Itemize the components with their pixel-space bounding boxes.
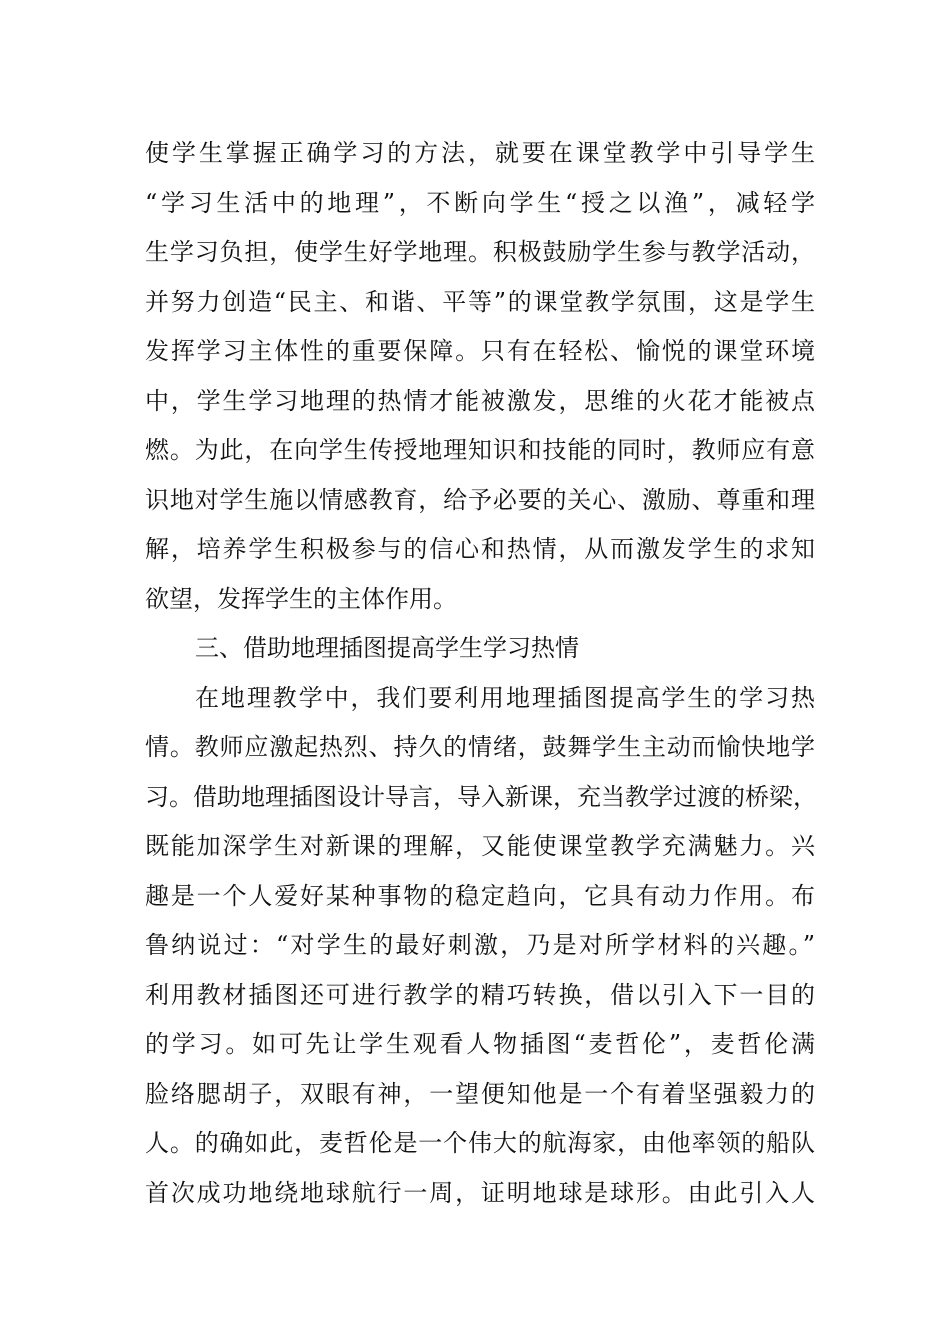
text-line: 欲望，发挥学生的主体作用。 [145,584,457,613]
text-line: 习。借助地理插图设计导言，导入新课，充当教学过渡的桥梁， [145,782,817,811]
text-line: 的学习。如可先让学生观看人物插图“麦哲伦”，麦哲伦满 [145,1030,815,1058]
text-line: 发挥学习主体性的重要保障。只有在轻松、愉悦的课堂环境 [145,337,815,365]
text-line: 燃。为此，在向学生传授地理知识和技能的同时，教师应有意 [145,436,815,464]
text-line: 解，培养学生积极参与的信心和热情，从而激发学生的求知 [145,535,815,563]
text-line: 利用教材插图还可进行教学的精巧转换，借以引入下一目的 [145,980,815,1009]
text-line: 并努力创造“民主、和谐、平等”的课堂教学氛围，这是学生 [145,287,815,316]
text-line: 脸络腮胡子，双眼有神，一望便知他是一个有着坚强毅力的 [145,1079,815,1108]
text-line: 生学习负担，使学生好学地理。积极鼓励学生参与教学活动， [145,238,815,266]
body-text [145,129,815,1218]
text-line: 既能加深学生对新课的理解，又能使课堂教学充满魅力。兴 [145,832,815,860]
section-heading: 三、借助地理插图提高学生学习热情 [195,634,579,662]
text-line: 识地对学生施以情感教育，给予必要的关心、激励、尊重和理 [145,485,815,514]
text-line: 趣是一个人爱好某种事物的稳定趋向，它具有动力作用。布 [145,881,815,910]
text-line: 情。教师应激起热烈、持久的情绪，鼓舞学生主动而愉快地学 [145,733,815,761]
text-line: 鲁纳说过：“对学生的最好刺激，乃是对所学材料的兴趣。” [145,931,815,959]
text-line: 人。的确如此，麦哲伦是一个伟大的航海家，由他率领的船队 [145,1129,815,1157]
text-line: 首次成功地绕地球航行一周，证明地球是球形。由此引入人 [145,1178,815,1207]
text-line: 在地理教学中，我们要利用地理插图提高学生的学习热 [195,683,815,712]
text-line: “学习生活中的地理”，不断向学生“授之以渔”，减轻学 [145,188,815,217]
text-line: 中，学生学习地理的热情才能被激发，思维的火花才能被点 [145,386,815,415]
text-line: 使学生掌握正确学习的方法，就要在课堂教学中引导学生 [145,139,815,167]
